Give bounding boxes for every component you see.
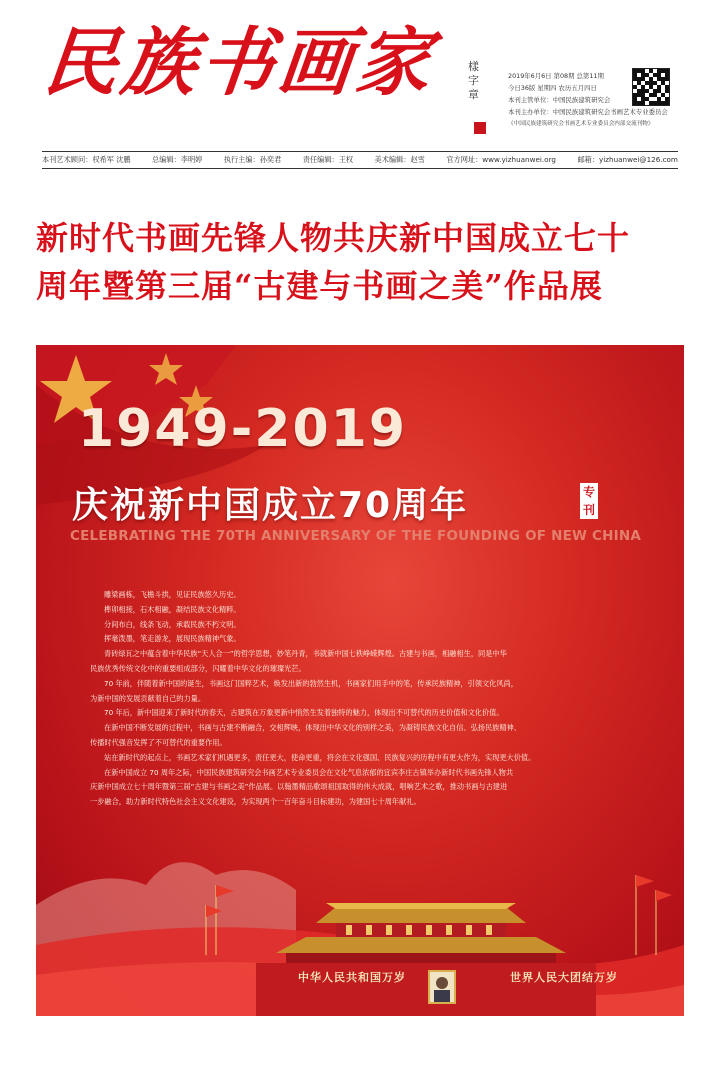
- supervisor-line: 本刊主管单位：中国民族建筑研究会: [508, 96, 611, 104]
- body-paragraph-line: 站在新时代的起点上，书画艺术家们机遇更多，责任更大，使命更重，将会在文化强国、民族复兴的历程中有更大作为，实现更大价值。: [104, 752, 536, 762]
- poster-years: 1949-2019: [78, 399, 408, 459]
- tiananmen-gate-icon: [36, 845, 684, 1016]
- body-paragraph-line: 一步融合，助力新时代特色社会主义文化建设，为实现两个一百年奋斗目标建功，为建国七十周年献礼。: [90, 797, 421, 807]
- credit-advisor: 本刊艺术顾问：权希军 沈鹏: [42, 155, 131, 164]
- poster-subtitle: 庆祝新中国成立70周年: [72, 485, 469, 526]
- anniversary-poster: [36, 345, 684, 1016]
- issue-pages-line: 今日36版 星期四 农历五月四日: [508, 84, 597, 92]
- body-paragraph-line: 青砖绿瓦之中蕴含着中华民族“天人合一”的哲学思想，妙笔丹青，书就新中国七秩峥嵘辉煌。古建与书画，相融相生，同是中华: [104, 649, 507, 659]
- poster-english-title: CELEBRATING THE 70TH ANNIVERSARY OF THE FOUNDING OF NEW CHINA: [70, 528, 641, 544]
- sponsor-line: 本刊主办单位：中国民族建筑研究会书画艺术专业委员会: [508, 108, 668, 116]
- body-paragraph-line: 庆新中国成立七十周年暨第三届“古建与书画之美”作品展。以翰墨精品歌颂祖国取得的伟大成就，唱响艺术之歌，推动书画与古建进: [90, 782, 508, 792]
- poem-line: 雕梁画栋，飞檐斗拱，见证民族悠久历史。: [104, 590, 241, 599]
- body-paragraph-line: 传播时代强音发挥了不可替代的重要作用。: [90, 737, 227, 747]
- issue-date-line: 2019年6月6日 第08期 总第11期: [508, 72, 604, 80]
- body-paragraph-line: 70 年前，伴随着新中国的诞生，书画这门国粹艺术，焕发出新的勃然生机，书画家们用手中的笔，传承民族精神，引领文化风尚，: [104, 678, 518, 688]
- email-link[interactable]: 邮箱：yizhuanwei@126.com: [577, 155, 678, 164]
- body-paragraph-line: 为新中国的发展贡献着自己的力量。: [90, 693, 206, 703]
- credit-art-editor: 美术编辑：赵雪: [374, 155, 425, 164]
- credit-chief-editor: 总编辑：李明婷: [152, 155, 203, 164]
- body-paragraph-line: 在新中国成立 70 周年之际，中国民族建筑研究会书画艺术专业委员会在文化气息浓郁的宜宾李庄古镇举办新时代书画先锋人物共: [104, 767, 514, 777]
- body-paragraph-line: 民族优秀传统文化中的重要组成部分，闪耀着中华文化的璀璨光芒。: [90, 663, 306, 673]
- special-issue-badge: 专刊: [580, 483, 598, 519]
- masthead-rule-top: [42, 151, 678, 152]
- internal-publication-line: 《中国民族建筑研究会书画艺术专业委员会内部交流刊物》: [508, 121, 654, 127]
- headline-line-1: 新时代书画先锋人物共庆新中国成立七十: [36, 219, 631, 257]
- headline: [36, 214, 686, 310]
- banner-left: 中华人民共和国万岁: [298, 971, 406, 984]
- qr-code-icon[interactable]: [632, 68, 670, 106]
- poster-body-text: [90, 588, 642, 810]
- issue-info: [508, 70, 668, 130]
- body-paragraph-line: 在新中国不断发展的过程中，书画与古建不断融合，交相辉映，体现出中华文化的别样之美，为凝铸民族文化自信、弘扬民族精神、: [104, 723, 521, 733]
- poem-line: 挥毫泼墨，笔走游龙，展现民族精神气象。: [104, 634, 241, 644]
- poem-line: 榫卯相接，石木相融，凝结民族文化精粹。: [104, 604, 241, 614]
- banner-right: 世界人民大团结万岁: [510, 971, 618, 984]
- calligrapher-signature: 樣字章: [468, 60, 479, 101]
- official-website-link[interactable]: 官方网址：www.yizhuanwei.org: [446, 155, 556, 164]
- poem-line: 分间布白，线条飞动，承载民族不朽文明。: [104, 619, 241, 629]
- newspaper-title: 民族书画家: [39, 20, 439, 106]
- credits-bar: [42, 155, 678, 165]
- masthead: [0, 0, 720, 164]
- red-seal-stamp: [474, 122, 486, 134]
- credit-responsible-editor: 责任编辑：王权: [302, 155, 354, 164]
- credit-executive-editor: 执行主编：孙奕君: [223, 155, 282, 164]
- masthead-rule-bottom: [42, 168, 678, 169]
- headline-line-2: 周年暨第三届“古建与书画之美”作品展: [36, 267, 603, 305]
- body-paragraph-line: 70 年后，新中国迎来了新时代的春天，古建筑在万象更新中悄然生发着独特的魅力，体现出不可替代的历史价值和文化价值。: [104, 708, 504, 718]
